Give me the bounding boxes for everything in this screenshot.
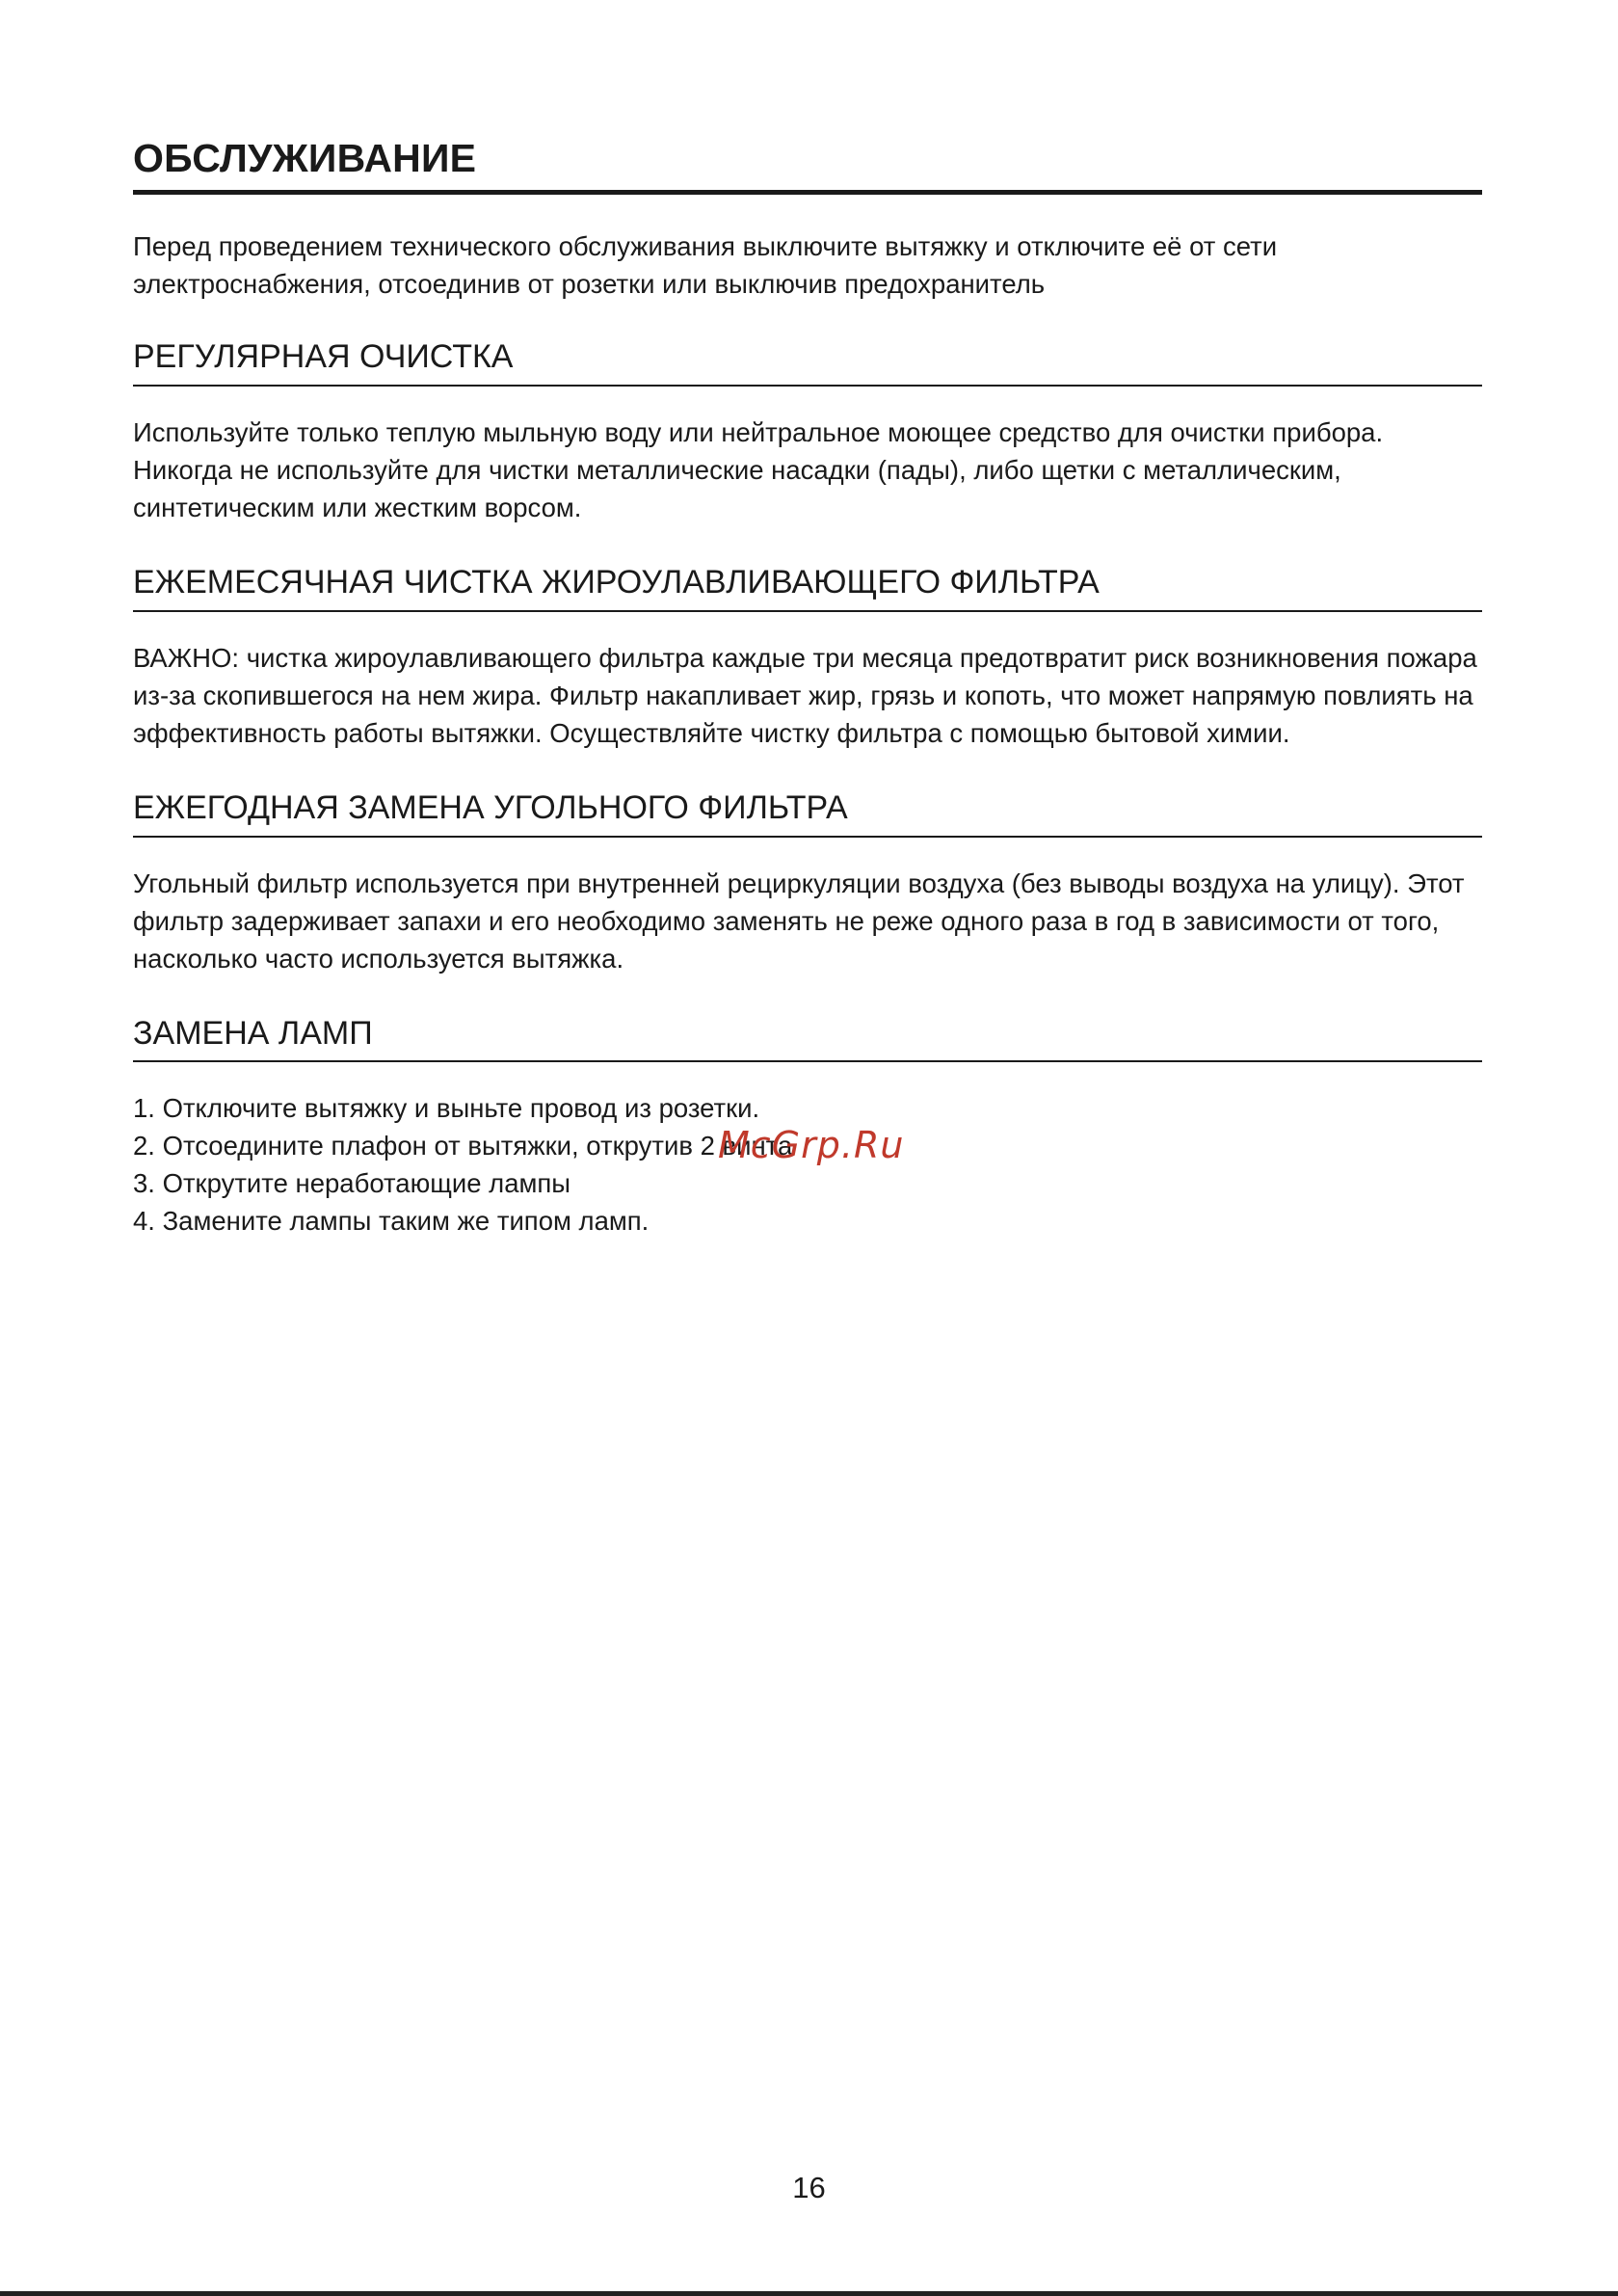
section-paragraph: ВАЖНО: чистка жироулавливающего фильтра каждые три месяца предотвратит риск возникновения пожара из-за скопившегося на нем жира. Фильтр накапливает жир, грязь и копоть, что может напрямую повлиять на эффективность работы вытяжки. Осуществляйте чистку фильтра с помощью бытовой химии. [133, 642, 1477, 748]
section-paragraph: Угольный фильтр используется при внутренней рециркуляции воздуха (без выводы воздуха на улицу). Этот фильтр задерживает запахи и его необходимо заменять не реже одного раза в год в зависимости от того, насколько часто используется вытяжка. [133, 868, 1465, 974]
list-item: 3. Открутите неработающие лампы [133, 1168, 571, 1199]
section-grease-filter [133, 563, 1482, 752]
section-paragraph: Используйте только теплую мыльную воду или нейтральное моющее средство для очистки прибора. Никогда не используйте для чистки металлические насадки (пады), либо щетки с металлическим, синтетическим или жестким ворсом. [133, 416, 1384, 522]
section-divider [133, 610, 1482, 612]
section-divider [133, 836, 1482, 838]
section-carbon-filter [133, 788, 1482, 977]
section-divider [133, 1060, 1482, 1062]
page-bottom-edge [0, 2291, 1618, 2296]
section-heading: ЕЖЕГОДНАЯ ЗАМЕНА УГОЛЬНОГО ФИЛЬТРА [133, 788, 848, 826]
section-regular-cleaning [133, 337, 1482, 526]
section-heading: ЕЖЕМЕСЯЧНАЯ ЧИСТКА ЖИРОУЛАВЛИВАЮЩЕГО ФИЛЬТРА [133, 563, 1100, 601]
intro-paragraph: Перед проведением технического обслуживания выключите вытяжку и отключите её от сети электроснабжения, отсоединив от розетки или выключив предохранитель [133, 231, 1278, 300]
section-heading: ЗАМЕНА ЛАМП [133, 1014, 373, 1052]
watermark: McGrp.Ru [718, 1124, 905, 1166]
section-heading: РЕГУЛЯРНАЯ ОЧИСТКА [133, 338, 514, 376]
list-item: 4. Замените лампы таким же типом ламп. [133, 1206, 650, 1237]
title-divider [133, 190, 1482, 195]
list-item: 2. Отсоедините плафон от вытяжки, открутив 2 винта [133, 1131, 793, 1161]
page-number: 16 [792, 2171, 826, 2204]
page-title: ОБСЛУЖИВАНИЕ [133, 136, 477, 180]
list-item: 1. Отключите вытяжку и выньте провод из розетки. [133, 1093, 760, 1124]
document-page [133, 135, 1482, 1240]
section-divider [133, 385, 1482, 387]
